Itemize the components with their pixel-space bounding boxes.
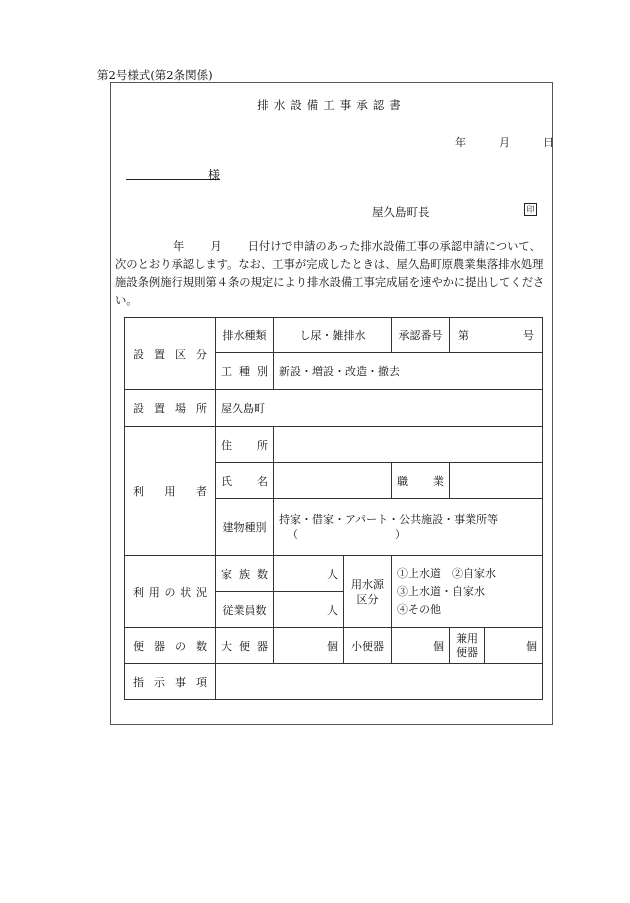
occupation-label: 職業 xyxy=(392,463,450,499)
water-source-label-1: 用水源 xyxy=(351,577,384,591)
approval-table xyxy=(124,317,543,700)
instructions-field[interactable] xyxy=(216,664,543,700)
small-toilet-label: 小便器 xyxy=(344,628,392,664)
install-class-label: 設置区分 xyxy=(125,318,216,390)
water-source-label-2: 区分 xyxy=(356,592,379,606)
name-field[interactable] xyxy=(274,463,392,499)
drain-type-label: 排水種類 xyxy=(216,318,274,353)
dual-toilet-unit: 個 xyxy=(526,639,537,653)
building-type-other[interactable] xyxy=(279,527,537,542)
issuer-name: 屋久島町長 xyxy=(372,205,430,219)
occupation-field[interactable] xyxy=(450,463,543,499)
dual-toilet-label xyxy=(450,628,485,663)
employee-unit: 人 xyxy=(327,603,338,617)
family-unit: 人 xyxy=(327,567,338,581)
approval-number-label: 承認番号 xyxy=(392,318,450,353)
body-line1: 日付けで申請のあった排水設備工事の承認申請について、 xyxy=(247,240,541,253)
approval-number-field[interactable] xyxy=(450,318,543,353)
work-type-value: 新設・増設・改造・撤去 xyxy=(274,353,543,390)
body-month: 月 xyxy=(210,240,222,253)
family-count-field[interactable] xyxy=(274,556,344,592)
employee-count-label: 従業員数 xyxy=(216,592,274,628)
building-type-value xyxy=(274,499,543,556)
building-type-label: 建物種別 xyxy=(216,499,274,556)
approval-number-prefix: 第 xyxy=(458,329,469,342)
building-type-options: 持家・借家・アパート・公共施設・事業所等 xyxy=(279,513,499,526)
address-label: 住所 xyxy=(216,427,274,463)
water-source-label xyxy=(344,556,392,628)
work-type-label: 工種別 xyxy=(216,353,274,390)
large-toilet-unit: 個 xyxy=(327,639,338,653)
instructions-label: 指示事項 xyxy=(125,664,216,700)
date-month: 月 xyxy=(499,136,510,149)
body-year: 年 xyxy=(173,240,185,253)
paren-close: ） xyxy=(395,528,406,541)
dual-toilet-cell[interactable] xyxy=(450,628,543,664)
water-option-1: ①上水道 ②自家水 xyxy=(397,566,496,580)
water-option-2: ③上水道・自家水 xyxy=(397,584,485,598)
family-count-label: 家族数 xyxy=(216,556,274,592)
large-toilet-field[interactable] xyxy=(274,628,344,664)
large-toilet-label: 大便器 xyxy=(216,628,274,664)
dual-label-1: 兼用 xyxy=(456,631,478,645)
user-label: 利用者 xyxy=(125,427,216,556)
dual-label-2: 便器 xyxy=(456,645,478,659)
small-toilet-unit: 個 xyxy=(433,639,444,653)
usage-status-label: 利用の状況 xyxy=(125,556,216,628)
approval-number-suffix: 号 xyxy=(523,329,534,342)
employee-count-field[interactable] xyxy=(274,592,344,628)
body-rest: 次のとおり承認します。なお、工事が完成したときは、屋久島町原農業集落排水処理施設条例施行規則第４条の規定により排水設備工事完成届を速やかに提出してください。 xyxy=(115,258,545,307)
address-field[interactable] xyxy=(274,427,543,463)
form-number-label: 第2号様式(第2条関係) xyxy=(97,68,213,82)
install-place-value: 屋久島町 xyxy=(216,390,543,427)
paren-open: （ xyxy=(287,528,298,541)
date-line xyxy=(455,134,554,150)
document-title: 排水設備工事承認書 xyxy=(257,98,406,112)
seal-mark: 印 xyxy=(524,203,537,216)
addressee-suffix: 様 xyxy=(208,168,221,182)
body-paragraph xyxy=(115,238,547,310)
toilet-count-label: 便器の数 xyxy=(125,628,216,664)
drain-type-value: し尿・雑排水 xyxy=(274,318,392,353)
install-place-label: 設置場所 xyxy=(125,390,216,427)
water-source-options[interactable] xyxy=(392,556,543,628)
name-label: 氏名 xyxy=(216,463,274,499)
date-day: 日 xyxy=(543,136,554,149)
small-toilet-cell[interactable] xyxy=(392,628,450,664)
water-option-3: ④その他 xyxy=(397,602,441,616)
addressee-blank-line xyxy=(126,179,220,180)
date-year: 年 xyxy=(455,136,466,149)
